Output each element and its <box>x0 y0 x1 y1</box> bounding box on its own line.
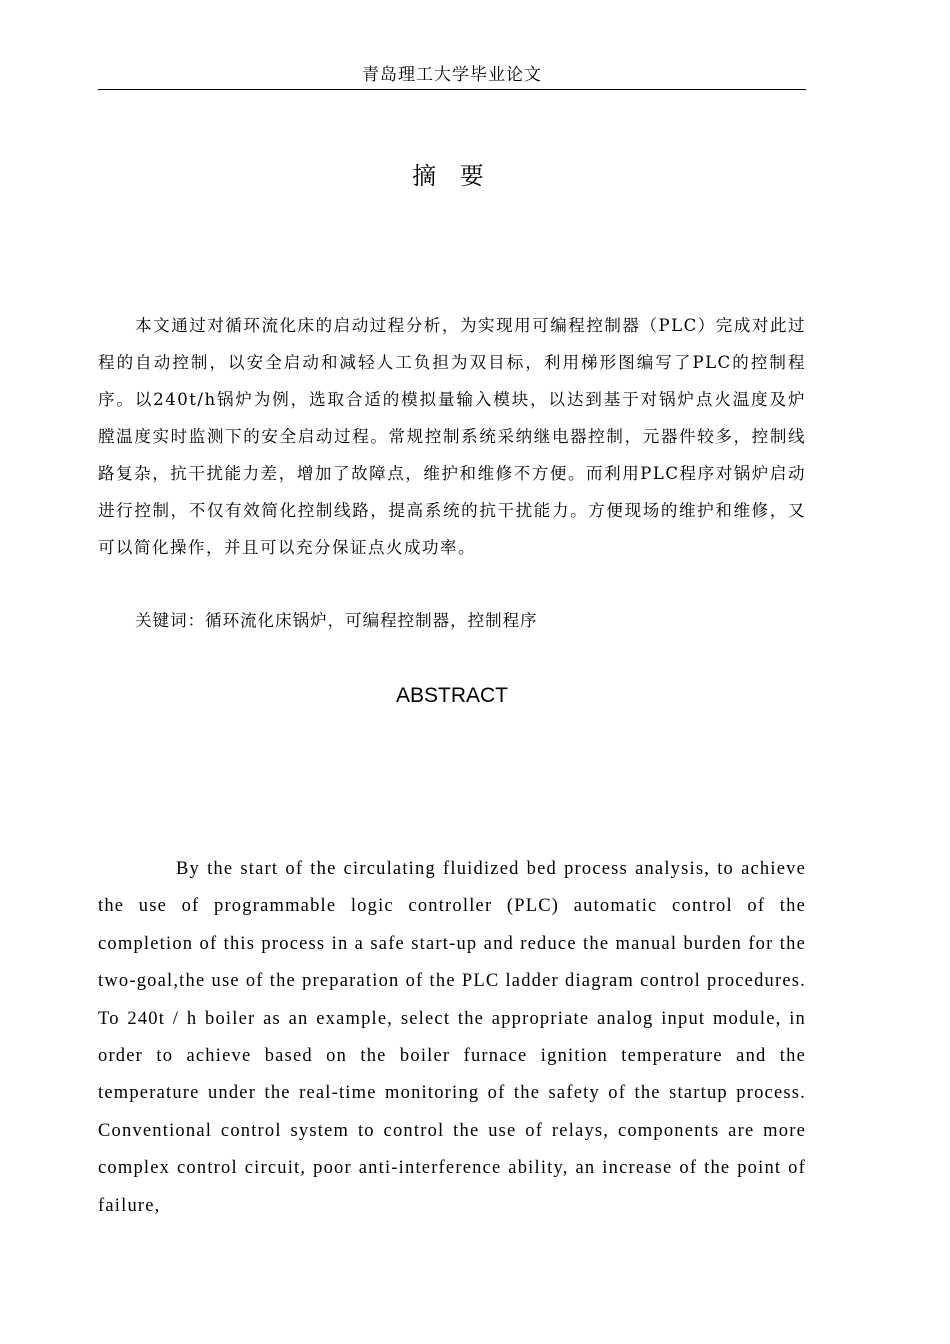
header-rule <box>98 89 806 90</box>
abstract-cn-body: 本文通过对循环流化床的启动过程分析，为实现用可编程控制器（PLC）完成对此过程的自动控制，以安全启动和减轻人工负担为双目标，利用梯形图编写了PLC的控制程序。以240t/h锅炉为例，选取合适的模拟量输入模块，以达到基于对锅炉点火温度及炉膛温度实时监测下的安全启动过程。常规控制系统采纳继电器控制，元器件较多，控制线路复杂，抗干扰能力差，增加了故障点，维护和维修不方便。而利用PLC程序对锅炉启动进行控制，不仅有效简化控制线路，提高系统的抗干扰能力。方便现场的维护和维修，又可以简化操作，并且可以充分保证点火成功率。 <box>98 316 806 557</box>
abstract-cn-keywords: 关键词：循环流化床锅炉，可编程控制器，控制程序 <box>135 611 538 630</box>
abstract-en-title: ABSTRACT <box>395 684 508 707</box>
abstract-cn-title: 摘 要 <box>412 162 492 190</box>
running-header: 青岛理工大学毕业论文 <box>362 65 542 85</box>
abstract-en-body: By the start of the circulating fluidized bed process analysis, to achieve the use of programmable logic controller (PLC) automatic control of the completion of this process in a safe start-up and reduce the manual burden for the two-goal,the use of the preparation of the PLC ladder diagram control procedures. To 240t / h boiler as an example, select the appropriate analog input module, in order to achieve based on the boiler furnace ignition temperature and the temperature under the real-time monitoring of the safety of the startup process. Conventional control system to control the use of relays, components are more complex control circuit, poor anti-interference ability, an increase of the point of failure, <box>98 859 806 1216</box>
